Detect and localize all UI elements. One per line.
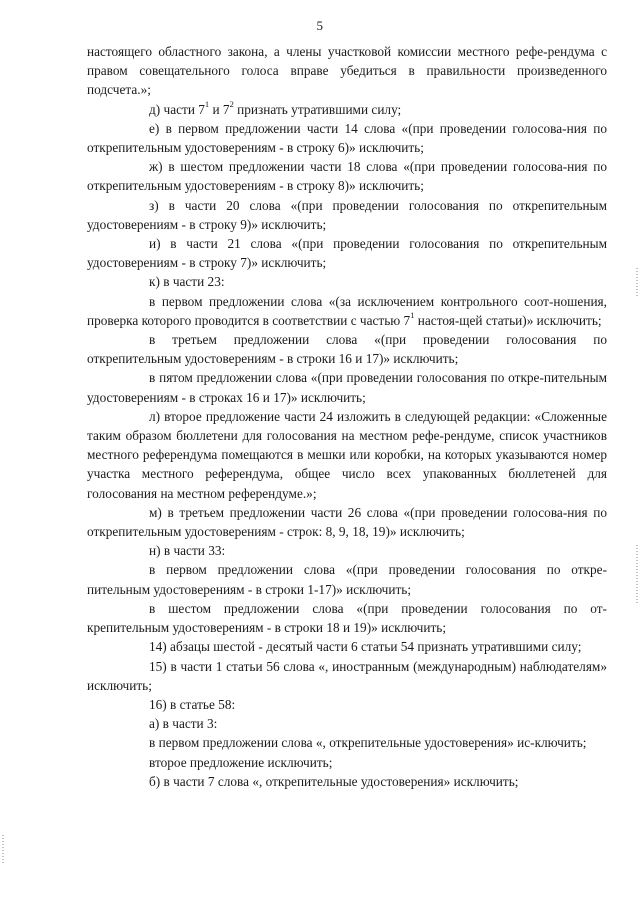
scan-artifact — [636, 268, 638, 298]
document-body — [87, 42, 607, 791]
paragraph: б) в части 7 слова «, открепительные удостоверения» исключить; — [149, 773, 519, 789]
text-run: д) части 7 — [149, 101, 205, 117]
paragraph: к) в части 23: — [149, 274, 225, 290]
paragraph — [87, 100, 607, 119]
paragraph: л) второе предложение части 24 изложить в следующей редакции: «Сложенные таким образом бюллетени для голосования на местном рефе-рендуме, список участников местного референдума помещаются в мешки или коробки, на которых указываются номер участка местного референдума, общее число всех упакованных бюллетеней для голосования на местном референдуме.»; — [87, 408, 607, 501]
superscript: 1 — [410, 310, 415, 321]
paragraph: в первом предложении слова «, открепительные удостоверения» ис-ключить; — [149, 735, 587, 751]
paragraph: е) в первом предложении части 14 слова «(при проведении голосова-ния по открепительным удостоверениям - в строку 6)» исключить; — [87, 120, 607, 156]
paragraph: 15) в части 1 статьи 56 слова «, иностранным (международным) наблюдателям» исключить; — [87, 658, 607, 693]
paragraph: второе предложение исключить; — [149, 754, 333, 770]
paragraph: в третьем предложении слова «(при проведении голосования по открепительным удостоверениям - в строки 16 и 17)» исключить; — [87, 332, 607, 367]
paragraph: н) в части 33: — [149, 543, 226, 559]
scan-artifact — [2, 835, 4, 865]
text-run: и 7 — [209, 101, 230, 117]
paragraph: в шестом предложении слова «(при проведении голосования по от-крепительным удостоверениям - в строки 18 и 19)» исключить; — [87, 600, 607, 636]
text-run: настоя-щей статьи)» исключить; — [414, 312, 602, 328]
paragraph: в первом предложении слова «(при проведении голосования по откре-пительным удостоверениям - в строки 1-17)» исключить; — [87, 562, 607, 597]
paragraph: м) в третьем предложении части 26 слова «(при проведении голосова-ния по открепительным удостоверениям - строк: 8, 9, 18, 19)» исключить; — [87, 504, 607, 540]
paragraph: настоящего областного закона, а члены участковой комиссии местного рефе-рендума с правом совещательного голоса вправе убедиться в правильности произведенного подсчета.»; — [87, 44, 607, 98]
paragraph: а) в части 3: — [149, 716, 218, 732]
paragraph: 14) абзацы шестой - десятый части 6 статьи 54 признать утратившими силу; — [149, 639, 582, 655]
paragraph: 16) в статье 58: — [149, 696, 236, 712]
paragraph: в пятом предложении слова «(при проведении голосования по откре-пительным удостоверениям - в строках 16 и 17)» исключить; — [87, 370, 607, 405]
superscript: 1 — [204, 99, 210, 110]
paragraph: ж) в шестом предложении части 18 слова «(при проведении голосова-ния по открепительным удостоверениям - в строку 8)» исключить; — [87, 159, 607, 194]
scan-artifact — [636, 545, 638, 605]
paragraph — [87, 292, 607, 330]
paragraph: з) в части 20 слова «(при проведении голосования по открепительным удостоверениям - в строку 9)» исключить; — [87, 197, 607, 232]
page-number: 5 — [316, 18, 324, 33]
paragraph: и) в части 21 слова «(при проведении голосования по открепительным удостоверениям - в строку 7)» исключить; — [87, 236, 607, 271]
superscript: 2 — [229, 99, 234, 110]
text-run: в первом предложении слова «(за исключением контрольного соот-ношения, проверка которого проводится в соответствии с частью 7 — [87, 293, 607, 328]
text-run: признать утратившими силу; — [233, 101, 402, 117]
